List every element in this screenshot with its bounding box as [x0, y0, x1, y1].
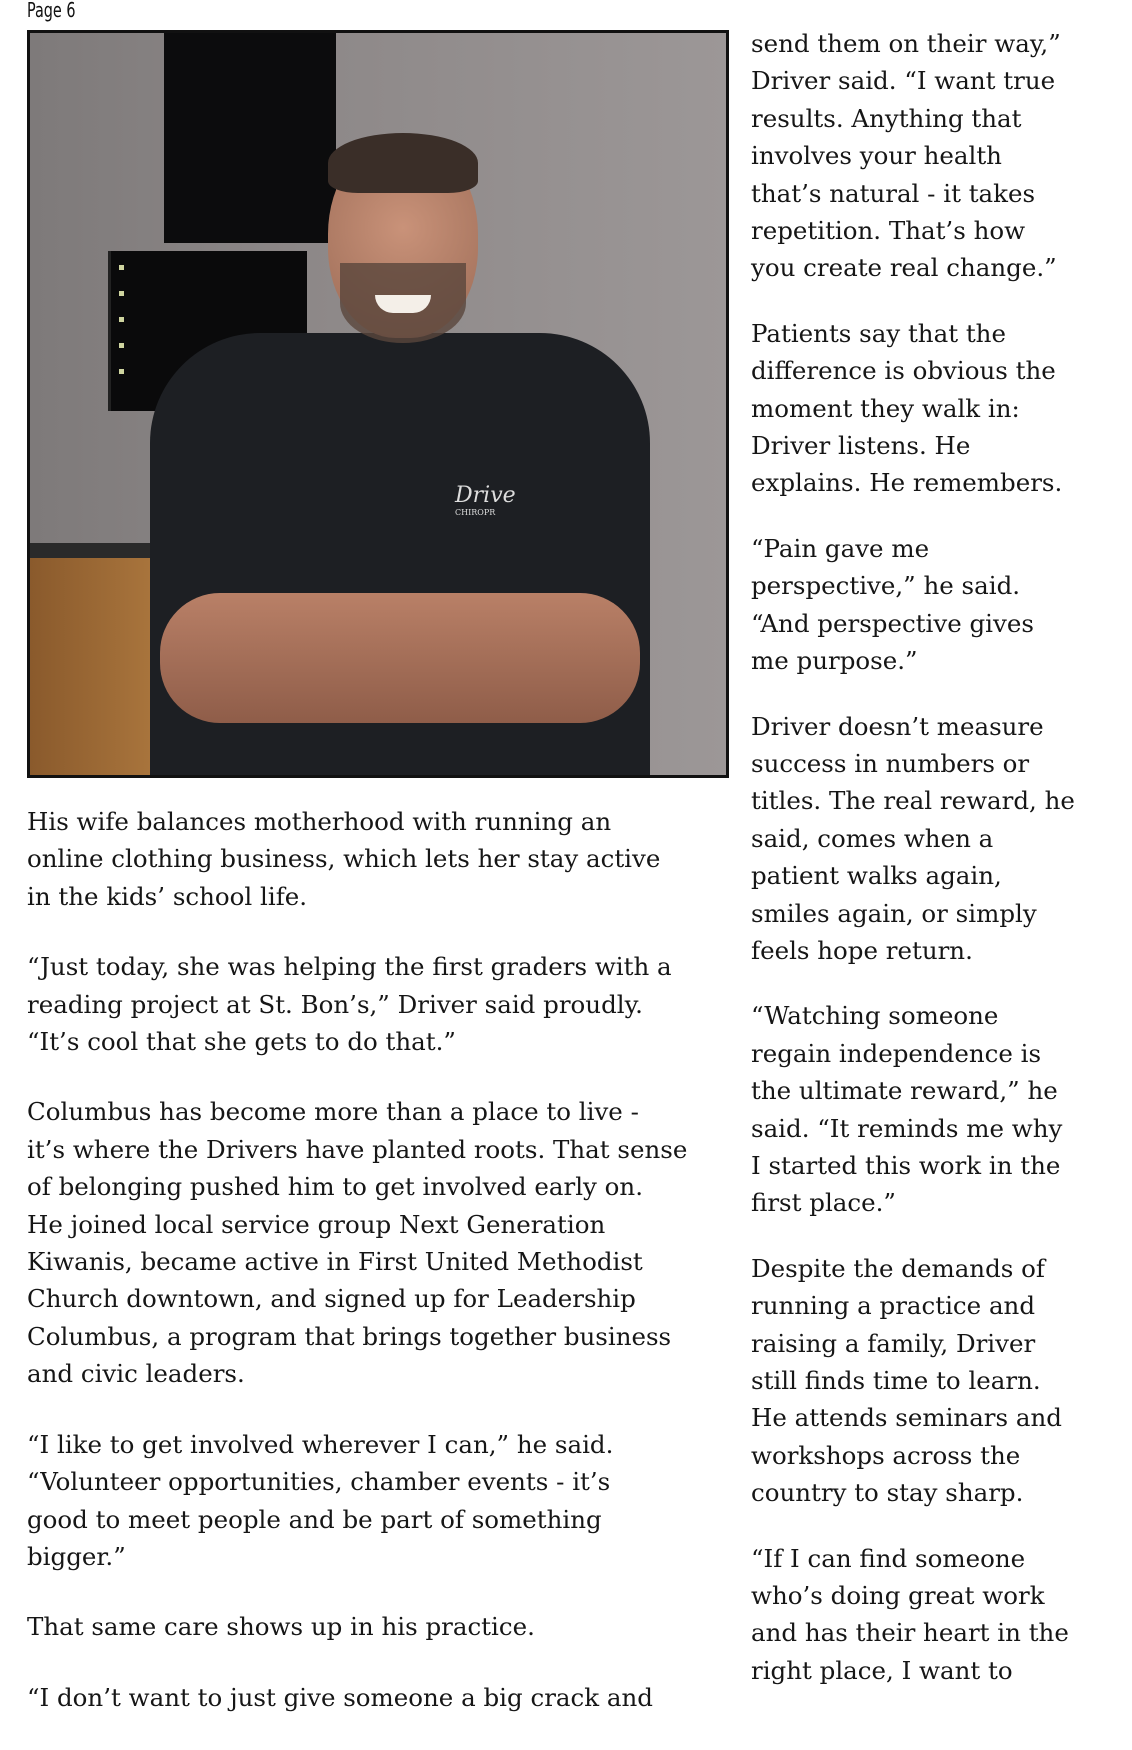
text-line: Driver listens. He	[751, 431, 971, 461]
shirt-logo	[455, 483, 516, 517]
text-line: Patients say that the	[751, 318, 1006, 348]
text-line: the ultimate reward,” he	[751, 1076, 1058, 1106]
text-line: running a practice and	[751, 1291, 1036, 1321]
text-line: regain independence is	[751, 1038, 1042, 1068]
text-line: raising a family, Driver	[751, 1328, 1036, 1358]
text-line: you create real change.”	[751, 253, 1057, 283]
text-line: bigger.”	[27, 1541, 126, 1571]
text-line: country to stay sharp.	[751, 1478, 1024, 1508]
text-line: and civic leaders.	[27, 1359, 245, 1389]
text-line: Columbus has become more than a place to live -	[27, 1097, 639, 1127]
text-line: workshops across the	[751, 1440, 1021, 1470]
text-line: send them on their way,”	[751, 29, 1061, 58]
text-line: online clothing business, which lets her stay active	[27, 844, 661, 874]
text-line: patient walks again,	[751, 861, 1002, 891]
article-paragraph	[751, 1540, 1131, 1690]
text-line: “I don’t want to just give someone a big crack and	[27, 1682, 653, 1712]
text-line: and has their heart in the	[751, 1618, 1069, 1648]
text-line: Church downtown, and signed up for Leadership	[27, 1284, 636, 1314]
text-line: that’s natural - it takes	[751, 178, 1036, 208]
text-line: of belonging pushed him to get involved early on.	[27, 1172, 643, 1202]
text-line: perspective,” he said.	[751, 571, 1021, 601]
text-line: Despite the demands of	[751, 1253, 1045, 1283]
text-line: I started this work in the	[751, 1150, 1061, 1180]
text-line: explains. He remembers.	[751, 468, 1063, 498]
article-paragraph	[27, 1679, 732, 1716]
text-line: Driver said. “I want true	[751, 66, 1056, 96]
wooden-cabinet	[30, 558, 150, 778]
text-line: feels hope return.	[751, 935, 973, 965]
text-line: “Pain gave me	[751, 533, 930, 563]
left-column	[27, 803, 732, 1749]
text-line: Kiwanis, became active in First United Methodist	[27, 1247, 643, 1277]
text-line: Driver doesn’t measure	[751, 711, 1044, 741]
text-line: “Watching someone	[751, 1001, 999, 1031]
article-paragraph	[751, 1250, 1131, 1512]
text-line: “Volunteer opportunities, chamber events - it’s	[27, 1467, 611, 1497]
article-paragraph	[27, 1426, 732, 1576]
article-paragraph	[751, 708, 1131, 970]
page-number: Page 6	[27, 0, 76, 22]
text-line: difference is obvious the	[751, 356, 1056, 386]
text-line: moment they walk in:	[751, 393, 1020, 423]
text-line: “It’s cool that she gets to do that.”	[27, 1027, 456, 1057]
article-paragraph	[751, 530, 1131, 680]
article-paragraph	[27, 803, 732, 915]
text-line: in the kids’ school life.	[27, 881, 308, 911]
text-line: titles. The real reward, he	[751, 786, 1075, 816]
text-line: it’s where the Drivers have planted roots. That sense	[27, 1134, 688, 1164]
wall-tv	[164, 33, 336, 243]
article-paragraph	[27, 1608, 732, 1645]
article-paragraph	[27, 1093, 732, 1392]
text-line: good to meet people and be part of something	[27, 1504, 602, 1534]
text-line: “I like to get involved wherever I can,” he said.	[27, 1429, 614, 1459]
text-line: He joined local service group Next Generation	[27, 1209, 606, 1239]
text-line: “If I can find someone	[751, 1543, 1026, 1573]
right-column	[751, 25, 1131, 1717]
text-line: me purpose.”	[751, 646, 918, 676]
text-line: That same care shows up in his practice.	[27, 1612, 535, 1642]
text-line: right place, I want to	[751, 1655, 1013, 1685]
crossed-arms	[160, 593, 640, 723]
hair	[328, 133, 478, 193]
text-line: results. Anything that	[751, 103, 1022, 133]
text-line: who’s doing great work	[751, 1581, 1045, 1611]
text-line: smiles again, or simply	[751, 898, 1037, 928]
article-paragraph	[751, 997, 1131, 1221]
text-line: His wife balances motherhood with running an	[27, 807, 612, 836]
logo-text: Drive	[455, 483, 516, 508]
text-line: said. “It reminds me why	[751, 1113, 1063, 1143]
portrait-photo	[27, 30, 729, 778]
article-paragraph	[751, 25, 1131, 287]
text-line: repetition. That’s how	[751, 216, 1026, 246]
article-paragraph	[27, 948, 732, 1060]
text-line: still finds time to learn.	[751, 1366, 1041, 1395]
text-line: success in numbers or	[751, 748, 1030, 778]
text-line: He attends seminars and	[751, 1403, 1062, 1433]
text-line: “Just today, she was helping the first graders with a	[27, 952, 672, 982]
text-line: reading project at St. Bon’s,” Driver said proudly.	[27, 989, 643, 1019]
article-paragraph	[751, 315, 1131, 502]
text-line: Columbus, a program that brings together business	[27, 1321, 672, 1351]
text-line: said, comes when a	[751, 823, 994, 853]
text-line: “And perspective gives	[751, 608, 1034, 638]
text-line: involves your health	[751, 141, 1002, 171]
logo-subtext: CHIROPR	[455, 508, 496, 517]
text-line: first place.”	[751, 1188, 896, 1218]
